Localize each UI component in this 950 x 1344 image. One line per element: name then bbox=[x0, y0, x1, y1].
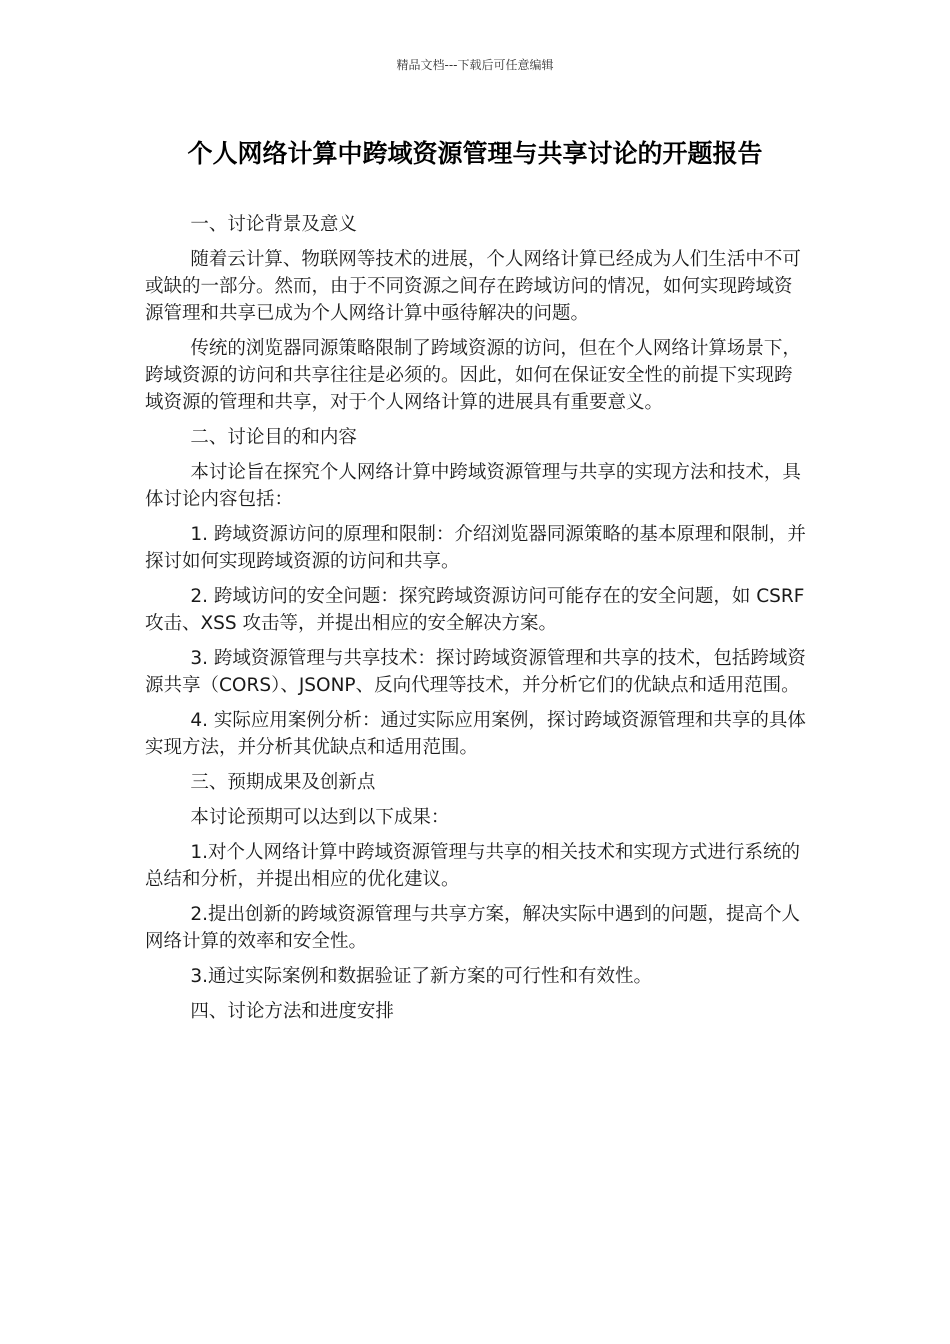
paragraph: 传统的浏览器同源策略限制了跨域资源的访问，但在个人网络计算场景下，跨域资源的访问和共享往往是必须的。因此，如何在保证安全性的前提下实现跨域资源的管理和共享，对于个人网络计算的进展具有重要意义。 bbox=[145, 338, 801, 413]
list-item: 1. 跨域资源访问的原理和限制：介绍浏览器同源策略的基本原理和限制，并探讨如何实现跨域资源的访问和共享。 bbox=[145, 524, 806, 572]
document-body bbox=[145, 211, 809, 1033]
list-item: 4. 实际应用案例分析：通过实际应用案例，探讨跨域资源管理和共享的具体实现方法，并分析其优缺点和适用范围。 bbox=[145, 710, 806, 758]
list-item: 2.提出创新的跨域资源管理与共享方案，解决实际中遇到的问题，提高个人网络计算的效率和安全性。 bbox=[145, 904, 800, 952]
paragraph: 本讨论预期可以达到以下成果： bbox=[190, 807, 450, 828]
section-heading-background: 一、讨论背景及意义 bbox=[190, 214, 357, 235]
list-item: 1.对个人网络计算中跨域资源管理与共享的相关技术和实现方式进行系统的总结和分析，并提出相应的优化建议。 bbox=[145, 842, 800, 890]
list-item: 2. 跨域访问的安全问题：探究跨域资源访问可能存在的安全问题，如 CSRF 攻击、XSS 攻击等，并提出相应的安全解决方案。 bbox=[145, 586, 805, 634]
section-heading-methods: 四、讨论方法和进度安排 bbox=[190, 1001, 394, 1022]
section-heading-results: 三、预期成果及创新点 bbox=[190, 772, 376, 793]
paragraph: 随着云计算、物联网等技术的进展，个人网络计算已经成为人们生活中不可或缺的一部分。然而，由于不同资源之间存在跨域访问的情况，如何实现跨域资源管理和共享已成为个人网络计算中亟待解决的问题。 bbox=[145, 249, 801, 324]
list-item: 3.通过实际案例和数据验证了新方案的可行性和有效性。 bbox=[190, 966, 652, 987]
page-header: 精品文档---下载后可任意编辑 bbox=[396, 58, 554, 72]
document-title: 个人网络计算中跨域资源管理与共享讨论的开题报告 bbox=[187, 139, 763, 168]
section-heading-goals: 二、讨论目的和内容 bbox=[190, 427, 357, 448]
list-item: 3. 跨域资源管理与共享技术：探讨跨域资源管理和共享的技术，包括跨域资源共享（CORS）、JSONP、反向代理等技术，并分析它们的优缺点和适用范围。 bbox=[145, 648, 806, 696]
paragraph: 本讨论旨在探究个人网络计算中跨域资源管理与共享的实现方法和技术，具体讨论内容包括： bbox=[145, 462, 801, 510]
